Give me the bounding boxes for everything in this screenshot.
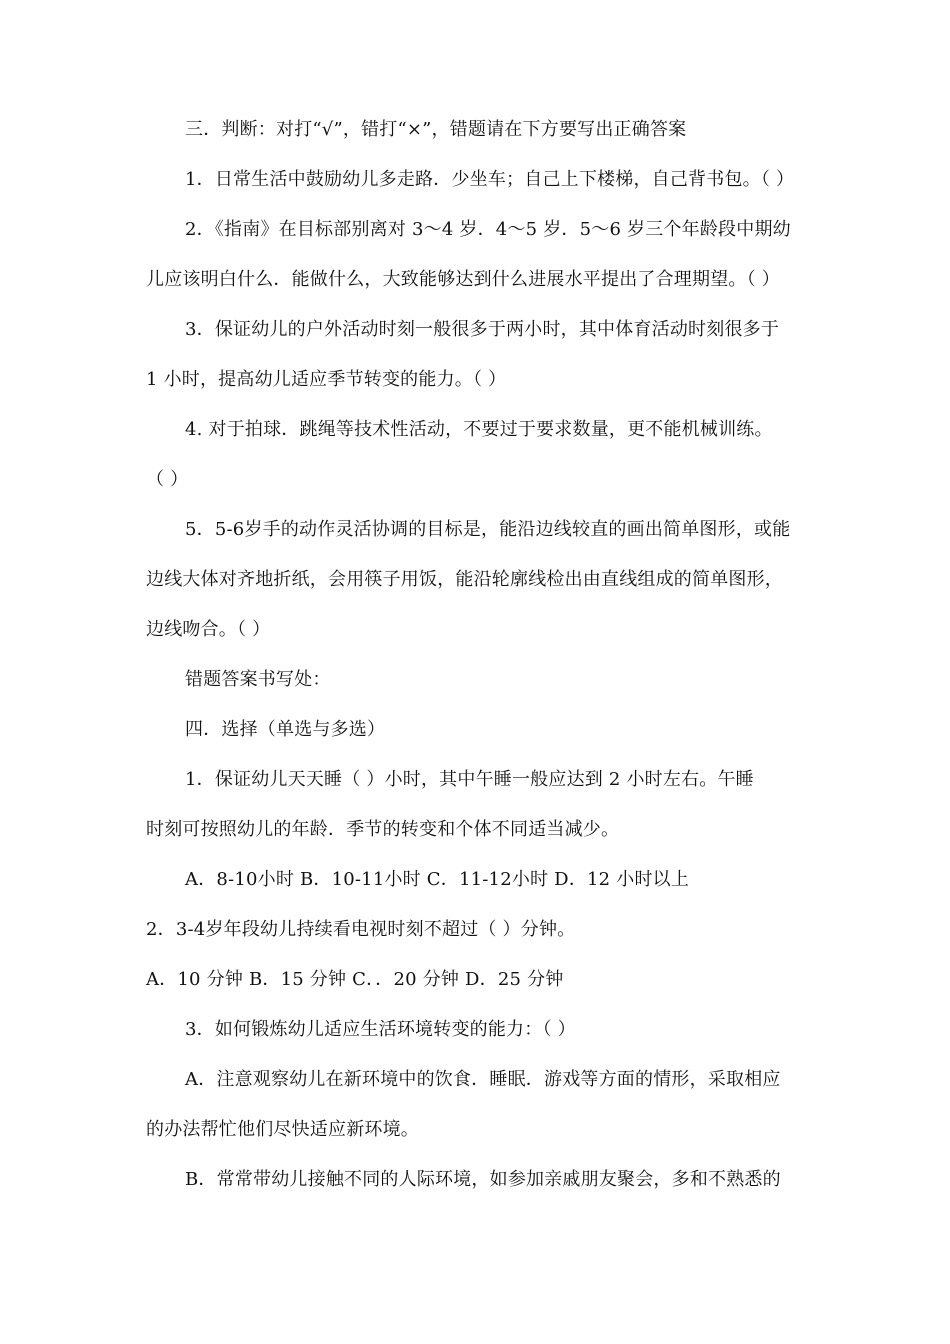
judgment-question-5-line-1: 5．5-6岁手的动作灵活协调的目标是，能沿边线较直的画出简单图形，或能 xyxy=(185,519,791,540)
judgment-question-2-line-1: 2．《指南》在目标部别离对 3～4 岁．4～5 岁．5～6 岁三个年龄段中期幼 xyxy=(185,219,791,240)
answer-area-label: 错题答案书写处： xyxy=(185,669,331,690)
choice-question-3-option-b-line-1: B．常常带幼儿接触不同的人际环境，如参加亲戚朋友聚会，多和不熟悉的 xyxy=(185,1169,781,1190)
judgment-question-1: 1．日常生活中鼓励幼儿多走路．少坐车；自己上下楼梯，自己背书包。（ ） xyxy=(185,169,795,190)
section-3-heading: 三．判断：对打“√”，错打“×”，错题请在下方要写出正确答案 xyxy=(185,119,687,140)
choice-question-1-line-2: 时刻可按照幼儿的年龄．季节的转变和个体不同适当减少。 xyxy=(146,819,620,840)
judgment-question-3-line-2: 1 小时，提高幼儿适应季节转变的能力。（ ） xyxy=(146,369,507,390)
judgment-question-5-line-3: 边线吻合。（ ） xyxy=(146,619,271,640)
judgment-question-4-line-1: 4. 对于拍球．跳绳等技术性活动，不要过于要求数量，更不能机械训练。 xyxy=(185,419,773,440)
choice-question-2: 2．3-4岁年段幼儿持续看电视时刻不超过（ ）分钟。 xyxy=(146,919,576,940)
judgment-question-2-line-2: 儿应该明白什么．能做什么，大致能够达到什么进展水平提出了合理期望。（ ） xyxy=(146,269,780,290)
choice-question-3-option-a-line-1: A．注意观察幼儿在新环境中的饮食．睡眠．游戏等方面的情形，采取相应 xyxy=(185,1069,781,1090)
choice-question-3: 3．如何锻炼幼儿适应生活环境转变的能力：（ ） xyxy=(185,1019,576,1040)
section-4-heading: 四．选择（单选与多选） xyxy=(185,719,386,740)
choice-question-2-options: A．10 分钟 B．15 分钟 C．．20 分钟 D．25 分钟 xyxy=(146,969,564,990)
judgment-question-4-line-2: （ ） xyxy=(146,469,189,490)
judgment-question-5-line-2: 边线大体对齐地折纸，会用筷子用饭，能沿轮廓线检出由直线组成的简单图形， xyxy=(146,569,783,590)
choice-question-1-options: A．8-10小时 B．10-11小时 C．11-12小时 D．12 小时以上 xyxy=(185,869,690,890)
choice-question-1-line-1: 1．保证幼儿天天睡（ ）小时，其中午睡一般应达到 2 小时左右。午睡 xyxy=(185,769,754,790)
choice-question-3-option-a-line-2: 的办法帮忙他们尽快适应新环境。 xyxy=(146,1119,419,1140)
judgment-question-3-line-1: 3．保证幼儿的户外活动时刻一般很多于两小时，其中体育活动时刻很多于 xyxy=(185,319,780,340)
